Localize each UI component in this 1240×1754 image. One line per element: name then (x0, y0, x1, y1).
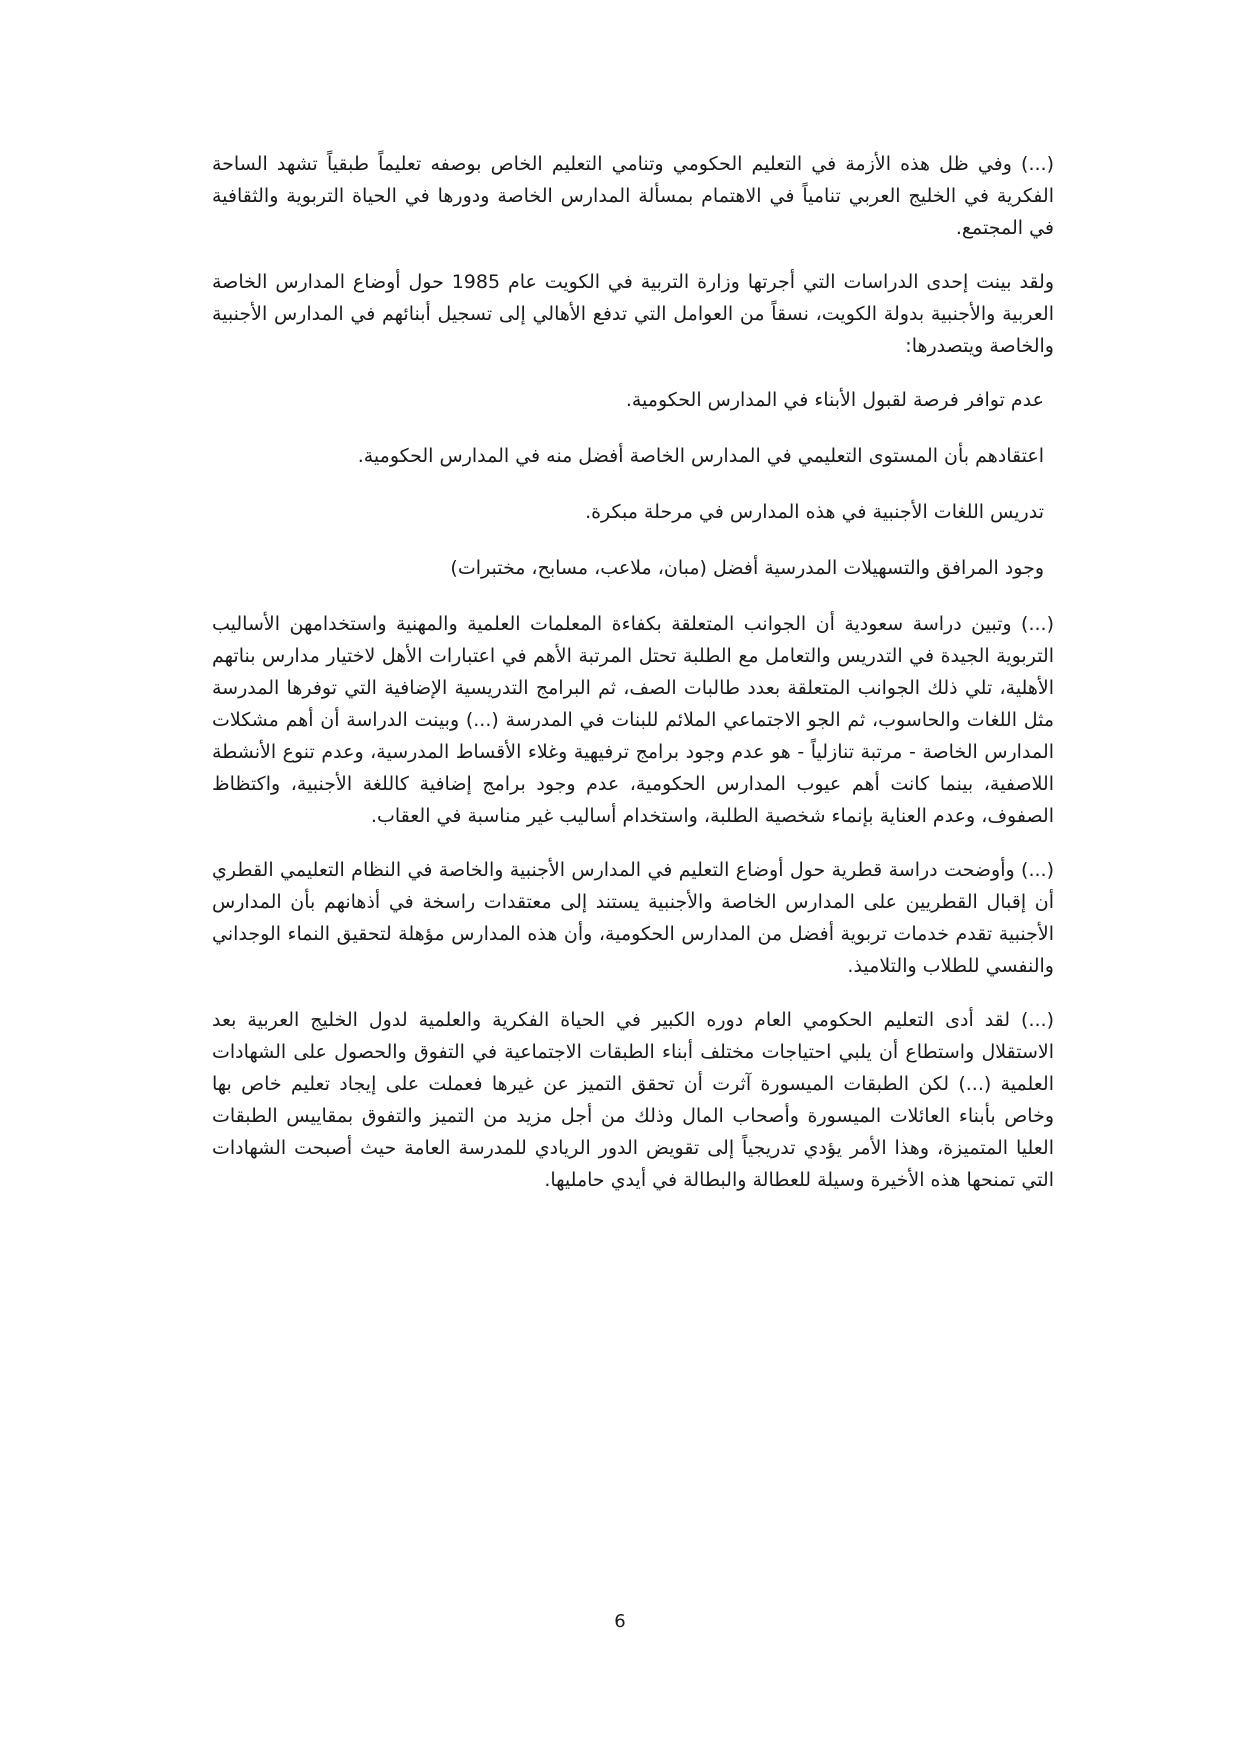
reasons-list (212, 384, 1054, 584)
list-item: عدم توافر فرصة لقبول الأبناء في المدارس الحكومية. (625, 389, 1044, 411)
paragraph-qatar-study: (...) وأوضحت دراسة قطرية حول أوضاع التعليم في المدارس الأجنبية والخاصة في النظام التعليمي القطري أن إقبال القطريين على المدارس الخاصة والأجنبية يستند إلى معتقدات راسخة في أذهانهم بأن المدارس الأجنبية تقدم خدمات تربوية أفضل من المدارس الحكومية، وأن هذه المدارس مؤهلة لتحقيق النماء الوجداني والنفسي للطلاب والتلاميذ. (212, 859, 1054, 977)
paragraph-kuwait-study: ولقد بينت إحدى الدراسات التي أجرتها وزارة التربية في الكويت عام 1985 حول أوضاع المدارس الخاصة العربية والأجنبية بدولة الكويت، نسقاً من العوامل التي تدفع الأهالي إلى تسجيل أبنائهم في المدارس الأجنبية والخاصة ويتصدرها: (212, 271, 1054, 357)
paragraph-gulf-private-schools: (...) وفي ظل هذه الأزمة في التعليم الحكومي وتنامي التعليم الخاص بوصفه تعليماً طبقياً تشهد الساحة الفكرية في الخليج العربي تنامياً في الاهتمام بمسألة المدارس الخاصة ودورها في الحياة التربوية والثقافية في المجتمع. (212, 153, 1054, 239)
paragraph-saudi-study: (...) وتبين دراسة سعودية أن الجوانب المتعلقة بكفاءة المعلمات العلمية والمهنية واستخدامهن الأساليب التربوية الجيدة في التدريس والتعامل مع الطلبة تحتل المرتبة الأهم في اعتبارات الأهل لاختيار مدارس بناتهم الأهلية، تلي ذلك الجوانب المتعلقة بعدد طالبات الصف، ثم البرامج التدريسية الإضافية التي توفرها المدرسة مثل اللغات والحاسوب، ثم الجو الاجتماعي الملائم للبنات في المدرسة (...) وبينت الدراسة أن أهم مشكلات المدارس الخاصة - مرتبة تنازلياً - هو عدم وجود برامج ترفيهية وغلاء الأقساط المدرسية، وعدم تنوع الأنشطة اللاصفية، بينما كانت أهم عيوب المدارس الحكومية، عدم وجود برامج إضافية كاللغة الأجنبية، واكتظاظ الصفوف، وعدم العناية بإنماء شخصية الطلبة، واستخدام أساليب غير مناسبة في العقاب. (212, 613, 1054, 827)
document-body (212, 148, 1054, 1218)
paragraph-public-education: (...) لقد أدى التعليم الحكومي العام دوره الكبير في الحياة الفكرية والعلمية لدول الخليج العربية بعد الاستقلال واستطاع أن يلبي احتياجات مختلف أبناء الطبقات الاجتماعية في التفوق والحصول على الشهادات العلمية (...) لكن الطبقات الميسورة آثرت أن تحقق التميز عن غيرها فعملت على إيجاد تعليم خاص بها وخاص بأبناء العائلات الميسورة وأصحاب المال وذلك من أجل مزيد من التميز والتفوق بمقاييس الطبقات العليا المتميزة، وهذا الأمر يؤدي تدريجياً إلى تقويض الدور الريادي للمدرسة العامة حيث أصبحت الشهادات التي تمنحها هذه الأخيرة وسيلة للعطالة والبطالة في أيدي حامليها. (212, 1009, 1054, 1191)
list-item: تدريس اللغات الأجنبية في هذه المدارس في مرحلة مبكرة. (585, 501, 1044, 523)
list-item: وجود المرافق والتسهيلات المدرسية أفضل (مبان، ملاعب، مسابح، مختبرات) (450, 557, 1044, 579)
page-number: 6 (614, 1611, 626, 1632)
list-item: اعتقادهم بأن المستوى التعليمي في المدارس الخاصة أفضل منه في المدارس الحكومية. (357, 445, 1044, 467)
